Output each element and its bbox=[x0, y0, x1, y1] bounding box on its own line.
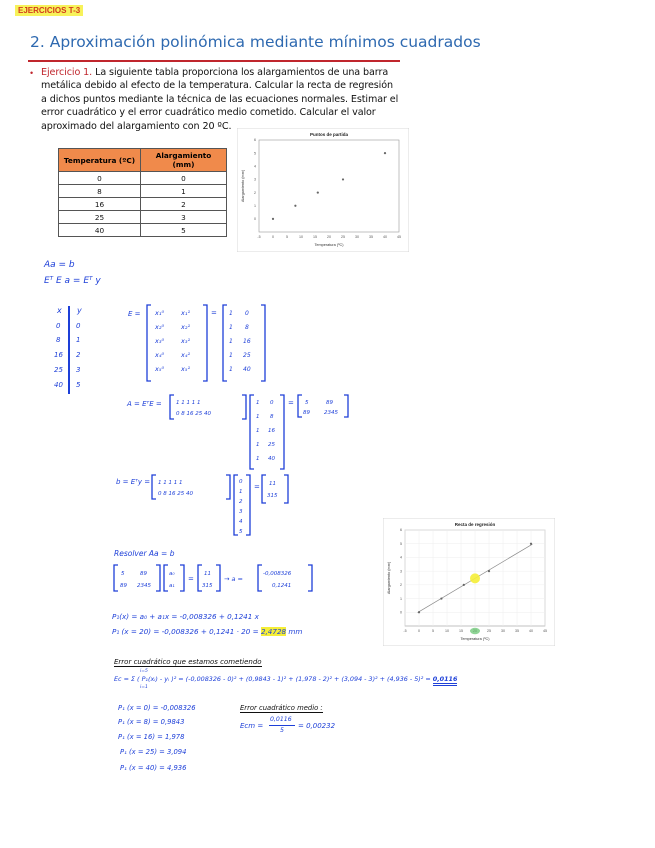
y-tick-label: 4 bbox=[254, 164, 256, 169]
svg-text:0 8 16 25 40: 0 8 16 25 40 bbox=[176, 411, 211, 417]
hw-mse-value: = 0,00232 bbox=[298, 722, 336, 730]
svg-text:1: 1 bbox=[256, 428, 260, 434]
hw-mse-fraction-bar bbox=[269, 725, 295, 726]
y-axis-label: Alargamiento (mm) bbox=[387, 561, 391, 595]
svg-text:x₁¹: x₁¹ bbox=[181, 309, 191, 317]
y-tick-label: 1 bbox=[400, 596, 402, 601]
a-sol-cell: -0,008326 bbox=[263, 571, 292, 577]
a-sol-cell: 0,1241 bbox=[272, 583, 292, 589]
x-tick-label: 20 bbox=[327, 235, 331, 239]
hw-x-val: 40 bbox=[54, 381, 63, 389]
sys-b-cell: 315 bbox=[202, 583, 213, 589]
data-point bbox=[440, 597, 442, 599]
data-point bbox=[384, 152, 386, 154]
table-cell: 1 bbox=[141, 185, 227, 198]
exercise-label: Ejercicio 1. bbox=[41, 67, 93, 78]
svg-text:16: 16 bbox=[268, 428, 275, 434]
hw-p1-eval-value: 2,4728 bbox=[260, 627, 287, 636]
y-tick-label: 3 bbox=[400, 569, 402, 574]
svg-text:0: 0 bbox=[239, 479, 243, 485]
svg-text:0 8 16 25 40: 0 8 16 25 40 bbox=[158, 491, 193, 497]
hw-error-heading-text: Error cuadrático que estamos cometiendo bbox=[114, 658, 262, 666]
y-tick-label: 4 bbox=[400, 555, 402, 560]
svg-text:x₁⁰: x₁⁰ bbox=[155, 309, 165, 317]
table-row bbox=[59, 224, 227, 237]
x-tick-label: 45 bbox=[543, 629, 547, 633]
data-point bbox=[317, 191, 319, 193]
x-tick-label: 25 bbox=[487, 629, 491, 633]
svg-text:1: 1 bbox=[229, 352, 233, 359]
svg-text:25: 25 bbox=[268, 442, 275, 448]
hw-x-val: 8 bbox=[56, 336, 61, 344]
svg-text:x₃⁰: x₃⁰ bbox=[155, 337, 165, 345]
svg-text:1: 1 bbox=[239, 489, 243, 495]
chart-frame bbox=[237, 128, 409, 252]
x-tick-label: 25 bbox=[341, 235, 345, 239]
svg-text:a₁: a₁ bbox=[169, 583, 175, 589]
x-tick-label: 40 bbox=[529, 629, 533, 633]
svg-text:0: 0 bbox=[245, 310, 249, 317]
regression-chart bbox=[383, 518, 555, 646]
hw-eval-line: P₁ (x = 8) = 0,9843 bbox=[118, 718, 185, 726]
a-matrix bbox=[168, 393, 368, 473]
y-tick-label: 5 bbox=[400, 541, 402, 546]
svg-text:x₅¹: x₅¹ bbox=[181, 365, 191, 373]
chart-title: Recta de regresión bbox=[454, 522, 496, 527]
page-title: 2. Aproximación polinómica mediante mínimos cuadrados bbox=[30, 33, 481, 51]
hw-xy-divider bbox=[68, 306, 70, 394]
hw-error-heading bbox=[114, 658, 262, 666]
a-result-cell: 89 bbox=[303, 410, 310, 416]
hw-eval-line: P₁ (x = 25) = 3,094 bbox=[120, 748, 187, 756]
hw-b-label: b = Eᵀy = bbox=[116, 478, 151, 486]
sys-a-cell: 2345 bbox=[137, 583, 151, 589]
svg-text:x₂⁰: x₂⁰ bbox=[155, 323, 165, 331]
hw-mse-heading bbox=[240, 704, 323, 712]
data-table bbox=[58, 148, 227, 237]
svg-text:x₄⁰: x₄⁰ bbox=[155, 351, 165, 359]
header-tag: EJERCICIOS T-3 bbox=[15, 5, 83, 16]
y-tick-label: 6 bbox=[254, 138, 256, 143]
table-cell: 0 bbox=[141, 172, 227, 185]
hw-p1-eval-unit: mm bbox=[288, 627, 303, 636]
table-header-elongation: Alargamiento (mm) bbox=[141, 149, 227, 172]
table-row bbox=[59, 185, 227, 198]
a-result-cell: 89 bbox=[326, 400, 333, 406]
hw-eval-line: P₁ (x = 0) = -0,008326 bbox=[118, 704, 196, 712]
svg-text:1 1 1 1 1: 1 1 1 1 1 bbox=[158, 480, 183, 486]
svg-text:=: = bbox=[288, 399, 294, 407]
x-tick-label: 5 bbox=[432, 629, 434, 633]
table-cell: 2 bbox=[141, 198, 227, 211]
x-tick-label: -5 bbox=[403, 629, 407, 633]
x-axis-label: Temperatura (ºC) bbox=[314, 243, 344, 247]
svg-text:16: 16 bbox=[243, 338, 251, 345]
y-tick-label: 0 bbox=[400, 610, 402, 615]
table-header-temperature: Temperatura (ºC) bbox=[59, 149, 141, 172]
x-tick-label: 35 bbox=[515, 629, 519, 633]
sys-a-cell: 5 bbox=[121, 571, 125, 577]
y-tick-label: 0 bbox=[254, 217, 256, 222]
hw-x-header: x bbox=[57, 306, 62, 315]
table-cell: 25 bbox=[59, 211, 141, 224]
table-cell: 5 bbox=[141, 224, 227, 237]
svg-text:1: 1 bbox=[229, 338, 233, 345]
hw-p1-eval bbox=[112, 627, 302, 636]
table-cell: 16 bbox=[59, 198, 141, 211]
hw-error-formula bbox=[114, 675, 457, 683]
svg-text:3: 3 bbox=[239, 509, 243, 515]
data-point bbox=[418, 611, 420, 613]
svg-text:1: 1 bbox=[256, 456, 260, 462]
title-divider bbox=[28, 60, 400, 62]
table-row bbox=[59, 211, 227, 224]
y-tick-label: 5 bbox=[254, 151, 256, 156]
x-tick-label: 15 bbox=[459, 629, 463, 633]
x-tick-label: 0 bbox=[272, 235, 274, 239]
table-cell: 0 bbox=[59, 172, 141, 185]
highlight-point bbox=[470, 573, 480, 583]
svg-text:x₄¹: x₄¹ bbox=[181, 351, 191, 359]
table-cell: 3 bbox=[141, 211, 227, 224]
x-tick-label: 10 bbox=[299, 235, 303, 239]
highlight-x-marker bbox=[470, 628, 480, 634]
sys-a-cell: 89 bbox=[140, 571, 147, 577]
x-tick-label: 35 bbox=[369, 235, 373, 239]
hw-eq2: Eᵀ E a = Eᵀ y bbox=[44, 276, 101, 286]
x-tick-label: 0 bbox=[418, 629, 420, 633]
a-result-cell: 5 bbox=[305, 400, 309, 406]
svg-text:=: = bbox=[254, 483, 260, 491]
svg-text:=: = bbox=[211, 309, 217, 317]
y-tick-label: 2 bbox=[400, 583, 402, 588]
b-matrix bbox=[150, 473, 300, 539]
svg-text:5: 5 bbox=[239, 529, 243, 535]
hw-resolver: Resolver Aa = b bbox=[114, 549, 175, 558]
x-tick-label: 30 bbox=[501, 629, 505, 633]
hw-mse-heading-text: Error cuadrático medio : bbox=[240, 704, 323, 712]
b-result-cell: 315 bbox=[267, 493, 278, 499]
hw-mse-lhs: Ecm = bbox=[240, 722, 264, 730]
x-tick-label: 40 bbox=[383, 235, 387, 239]
hw-error-value: 0,0116 bbox=[433, 675, 458, 686]
hw-error-formula-text: Ec = Σ ( P₁(xᵢ) - yᵢ )² = (-0,008326 - 0)² + (0,9843 - 1)² + (1,978 - 2)² + (3,094 - 3)² + (4,936 - 5)² = bbox=[114, 675, 431, 683]
hw-x-val: 0 bbox=[56, 322, 61, 330]
svg-text:1: 1 bbox=[229, 324, 233, 331]
hw-e-label: E = bbox=[128, 310, 141, 318]
hw-a-label: A = EᵀE = bbox=[127, 400, 162, 408]
y-tick-label: 1 bbox=[254, 203, 256, 208]
x-tick-label: 5 bbox=[286, 235, 288, 239]
data-point bbox=[272, 218, 274, 220]
x-tick-label: 30 bbox=[355, 235, 359, 239]
svg-text:8: 8 bbox=[270, 414, 274, 420]
a-result-cell: 2345 bbox=[324, 410, 338, 416]
hw-mse-num: 0,0116 bbox=[270, 716, 292, 723]
y-tick-label: 3 bbox=[254, 177, 256, 182]
y-axis-label: Alargamiento (mm) bbox=[241, 169, 245, 203]
sys-b-cell: 11 bbox=[204, 571, 211, 577]
exercise-text: La siguiente tabla proporciona los alargamientos de una barra metálica debido al efecto de la temperatura. Calcular la recta de regresión a dichos puntos mediante la técnica de las ecuaciones normales. Estimar el error cuadrático y el error cuadrático medio cometido. Calcular el valor aproximado del alargamiento con 20 ºC. bbox=[41, 67, 399, 132]
table-row bbox=[59, 172, 227, 185]
table-cell: 40 bbox=[59, 224, 141, 237]
hw-eq1: Aa = b bbox=[44, 260, 75, 270]
svg-text:4: 4 bbox=[239, 519, 243, 525]
chart-title: Puntos de partida bbox=[309, 132, 349, 137]
svg-text:a₀: a₀ bbox=[169, 571, 175, 577]
hw-p1: P₁(x) = a₀ + a₁x = -0,008326 + 0,1241 x bbox=[112, 612, 259, 621]
svg-text:1: 1 bbox=[256, 400, 260, 406]
hw-y-val: 5 bbox=[76, 381, 81, 389]
svg-text:1: 1 bbox=[229, 310, 233, 317]
x-tick-label: 10 bbox=[445, 629, 449, 633]
svg-text:40: 40 bbox=[243, 366, 251, 373]
hw-y-val: 0 bbox=[76, 322, 81, 330]
data-point bbox=[463, 584, 465, 586]
hw-y-val: 1 bbox=[76, 336, 81, 344]
hw-mse-den: 5 bbox=[280, 727, 284, 734]
svg-text:1: 1 bbox=[256, 442, 260, 448]
scatter-chart bbox=[237, 128, 409, 252]
solution-arrow: → a = bbox=[224, 575, 244, 583]
data-point bbox=[488, 570, 490, 572]
svg-text:40: 40 bbox=[268, 456, 275, 462]
solve-system bbox=[112, 563, 342, 595]
hw-sum-top: i=5 bbox=[140, 669, 148, 674]
x-tick-label: 45 bbox=[397, 235, 401, 239]
bullet-icon: • bbox=[30, 68, 34, 78]
exercise-paragraph bbox=[41, 66, 401, 133]
x-axis-label: Temperatura (ºC) bbox=[460, 637, 490, 641]
hw-y-header: y bbox=[77, 306, 82, 315]
e-matrix bbox=[145, 303, 270, 383]
svg-text:=: = bbox=[188, 575, 194, 583]
hw-x-val: 25 bbox=[54, 366, 63, 374]
x-tick-label: -5 bbox=[257, 235, 261, 239]
x-tick-label: 15 bbox=[313, 235, 317, 239]
hw-y-val: 2 bbox=[76, 351, 81, 359]
table-cell: 8 bbox=[59, 185, 141, 198]
b-result-cell: 11 bbox=[269, 481, 276, 487]
hw-y-val: 3 bbox=[76, 366, 81, 374]
sys-a-cell: 89 bbox=[120, 583, 127, 589]
svg-text:1: 1 bbox=[229, 366, 233, 373]
data-point bbox=[294, 205, 296, 207]
svg-text:1 1 1 1 1: 1 1 1 1 1 bbox=[176, 400, 201, 406]
svg-text:0: 0 bbox=[270, 400, 274, 406]
svg-text:x₂¹: x₂¹ bbox=[181, 323, 191, 331]
hw-sum-bottom: i=1 bbox=[140, 685, 148, 690]
svg-text:2: 2 bbox=[239, 499, 243, 505]
hw-x-val: 16 bbox=[54, 351, 63, 359]
y-tick-label: 6 bbox=[400, 528, 402, 533]
hw-eval-line: P₁ (x = 40) = 4,936 bbox=[120, 764, 187, 772]
svg-text:x₃¹: x₃¹ bbox=[181, 337, 191, 345]
svg-text:1: 1 bbox=[256, 414, 260, 420]
svg-text:8: 8 bbox=[245, 324, 249, 331]
table-row bbox=[59, 198, 227, 211]
data-point bbox=[530, 543, 532, 545]
data-point bbox=[342, 178, 344, 180]
y-tick-label: 2 bbox=[254, 190, 256, 195]
svg-text:25: 25 bbox=[243, 352, 251, 359]
hw-p1-eval-pre: P₁ (x = 20) = -0,008326 + 0,1241 · 20 = bbox=[112, 627, 259, 636]
hw-eval-line: P₁ (x = 16) = 1,978 bbox=[118, 733, 185, 741]
svg-text:x₅⁰: x₅⁰ bbox=[155, 365, 165, 373]
